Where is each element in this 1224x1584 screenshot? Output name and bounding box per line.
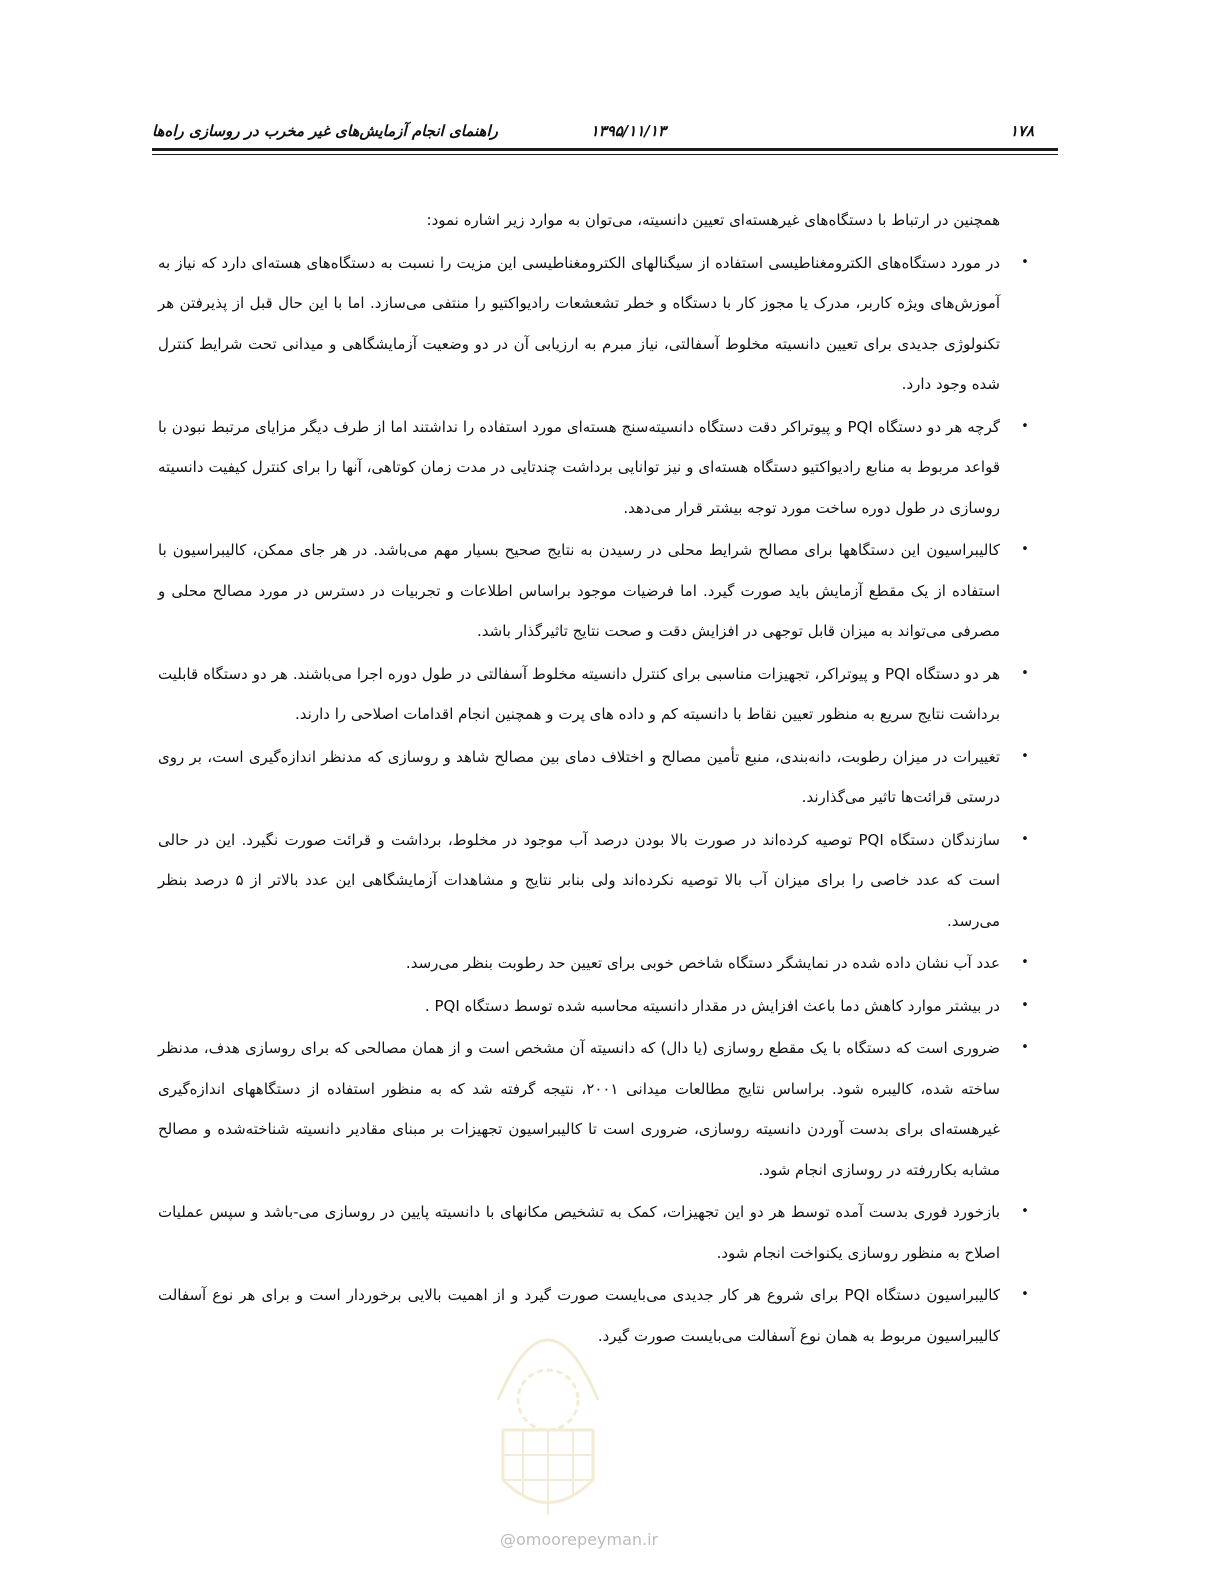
header-date: ۱۳۹۵/۱۱/۱۳ <box>590 122 666 140</box>
watermark-site: @omoorepeyman.ir <box>500 1530 659 1549</box>
list-item <box>158 1192 1029 1273</box>
bullet-icon: • <box>1021 1204 1029 1219</box>
list-item <box>158 654 1029 735</box>
bullet-icon: • <box>1021 748 1029 764</box>
list-item-text: عدد آب نشان داده شده در نمایشگر دستگاه شاخص خوبی برای تعیین حد رطوبت بنظر می‌رسد. <box>405 954 1000 972</box>
bullet-icon: • <box>1021 254 1029 270</box>
header-title: راهنمای انجام آزمایش‌های غیر مخرب در روسازی راه‌ها <box>152 122 498 140</box>
bullet-list <box>158 243 1029 1357</box>
bullet-icon: • <box>1021 997 1029 1013</box>
list-item <box>158 243 1029 405</box>
list-item <box>158 407 1029 529</box>
list-item-text: در بیشتر موارد کاهش دما باعث افزایش در مقدار دانسیته محاسبه شده توسط دستگاه PQI . <box>424 996 1000 1015</box>
watermark-shield <box>503 1430 593 1503</box>
page-header <box>152 120 1058 144</box>
list-item <box>158 943 1029 984</box>
body-text <box>158 200 1029 1358</box>
header-rule <box>152 148 1058 155</box>
list-item-text: تغییرات در میزان رطوبت، دانه‌بندی، منبع تأمین مصالح و اختلاف دمای بین مصالح شاهد و روسازی که مدنظر اندازه‌گیری است، بر روی درستی قرائت‌ها تاثیر می‌گذارند. <box>158 747 1000 806</box>
list-item-text: بازخورد فوری بدست آمده توسط هر دو این تجهیزات، کمک به تشخیص مکانهای با دانسیته پایین در روسازی می-باشد و سپس عملیات اصلاح به منظور روسازی یکنواخت انجام شود. <box>158 1203 1000 1262</box>
list-item-text: در مورد دستگاه‌های الکترومغناطیسی استفاده از سیگنالهای الکترومغناطیسی این مزیت را نسبت به دستگاه‌های هسته‌ای دارد که نیاز به آموزش‌های ویژه کاربر، مدرک یا مجوز کار با دستگاه و خطر تشعشعات رادیواکتیو را منتفی می‌سازد. اما با این حال قبل از پذیرفتن هر تکنولوژی جدیدی برای تعیین دانسیته مخلوط آسفالتی، نیاز مبرم به ارزیابی آن در دو وضعیت آزمایشگاهی و میدانی تحت شرایط کنترل شده وجود دارد. <box>158 253 1000 393</box>
bullet-icon: • <box>1021 665 1029 681</box>
bullet-icon: • <box>1021 418 1029 434</box>
list-item <box>158 1028 1029 1190</box>
list-item <box>158 986 1029 1027</box>
bullet-icon: • <box>1021 955 1029 970</box>
list-item-text: هر دو دستگاه PQI و پیوتراکر، تجهیزات مناسبی برای کنترل دانسیته مخلوط آسفالتی در طول دوره اجرا می‌باشند. هر دو دستگاه قابلیت برداشت نتایج سریع به منظور تعیین نقاط با دانسیته کم و داده های پرت و همچنین انجام اقدامات اصلاحی را دارند. <box>158 664 1001 723</box>
page-number: ۱۷۸ <box>1009 122 1034 140</box>
bullet-icon: • <box>1021 831 1029 847</box>
list-item <box>158 737 1029 818</box>
list-item <box>158 820 1029 942</box>
watermark-gear <box>518 1370 578 1430</box>
intro-paragraph: همچنین در ارتباط با دستگاه‌های غیرهسته‌ای تعیین دانسیته، می‌توان به موارد زیر اشاره نمود: <box>426 211 1000 229</box>
list-item-text: سازندگان دستگاه PQI توصیه کرده‌اند در صورت بالا بودن درصد آب موجود در مخلوط، برداشت و قرائت صورت نگیرد. این در حالی است که عدد خاصی را برای میزان آب بالا توصیه نکرده‌اند ولی بنابر نتایج و مشاهدات آزمایشگاهی این عدد بالاتر از ۵ درصد بنظر می‌رسد. <box>158 830 1000 930</box>
bullet-icon: • <box>1021 1287 1029 1302</box>
bullet-icon: • <box>1021 542 1029 557</box>
list-item-text: کالیبراسیون دستگاه PQI برای شروع هر کار جدیدی می‌بایست صورت گیرد و از اهمیت بالایی برخوردار است و برای هر نوع آسفالت کالیبراسیون مربوط به همان نوع آسفالت می‌بایست صورت گیرد. <box>158 1286 1000 1345</box>
watermark-grid <box>503 1430 593 1515</box>
list-item-text: کالیبراسیون این دستگاهها برای مصالح شرایط محلی در رسیدن به نتایج صحیح بسیار مهم می‌باشد. در هر جای ممکن، کالیبراسیون با استفاده از یک مقطع آزمایش باید صورت گیرد. اما فرضیات موجود براساس اطلاعات و تجربیات در دسترس در مورد مصالح محلی و مصرفی می‌تواند به میزان قابل توجهی در افزایش دقت و صحت نتایج تاثیرگذار باشد. <box>158 541 1000 640</box>
list-item <box>158 1275 1029 1356</box>
list-item <box>158 530 1029 652</box>
bullet-icon: • <box>1021 1040 1029 1055</box>
list-item-text: ضروری است که دستگاه با یک مقطع روسازی (یا دال) که دانسیته آن مشخص است و از همان مصالحی که برای روسازی هدف، مدنظر ساخته شده، کالیبره شود. براساس نتایج مطالعات میدانی ۲۰۰۱، نتیجه گرفته شد که به منظور استفاده از دستگاههای اندازه‌گیری غیرهسته‌ای برای بدست آوردن دانسیته روسازی، ضروری است تا کالیبراسیون تجهیزات بر مبنای مقادیر دانسیته شناخته‌شده و مصالح مشابه بکاررفته در روسازی انجام شود. <box>158 1039 1000 1179</box>
list-item-text: گرچه هر دو دستگاه PQI و پیوتراکر دقت دستگاه دانسیته‌سنج هسته‌ای مورد استفاده را نداشتند اما از طرف دیگر مزایای مرتبط نبودن با قواعد مربوط به منابع رادیواکتیو دستگاه هسته‌ای و نیز توانایی برداشت چندتایی در مدت زمان کوتاهی، آنها را برای کنترل کیفیت دانسیته روسازی در طول دوره ساخت مورد توجه بیشتر قرار می‌دهد. <box>158 417 1000 517</box>
